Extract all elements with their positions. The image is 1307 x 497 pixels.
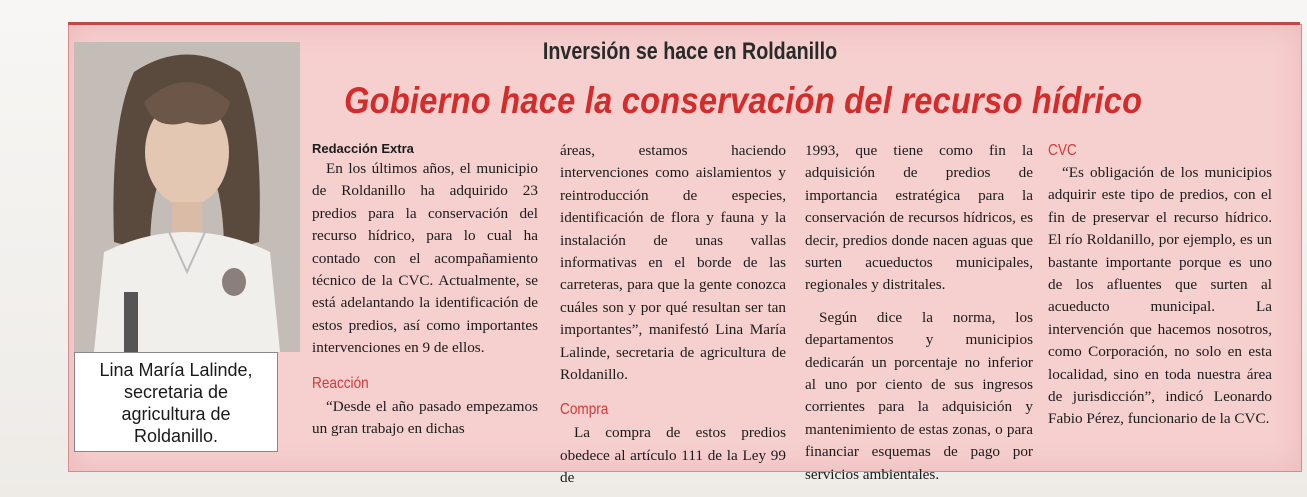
photo-caption-box xyxy=(74,352,278,452)
column-1-paragraph-1: En los últimos años, el municipio de Roldanillo ha adquirido 23 predios para la conservación del recurso hídrico, para lo cual ha contado con el acompañamiento técnico de la CVC. Actualmente, se está adelantando la identificación de estos predios, así como importantes intervenciones en 9 de ellos. xyxy=(312,160,538,357)
column-4-paragraph-1: “Es obligación de los municipios adquirir este tipo de predios, con el fin de preservar el recurso hídrico. El río Roldanillo, por ejemplo, es un bastante importante porque es uno de los afluentes que surten al acueducto municipal. La intervención que hacemos nosotros, como Corporación, no solo en esta localidad, sino en toda nuestra área de jurisdicción”, indicó Leonardo Fabio Pérez, funcionario de la CVC. xyxy=(1048,164,1272,428)
caption-line-4: Roldanillo. xyxy=(133,426,219,446)
subhead-cvc: CVC xyxy=(1048,142,1077,159)
portrait-photo xyxy=(74,42,300,352)
article-column-3 xyxy=(805,140,1033,486)
caption-line-3: agricultura de xyxy=(121,404,231,424)
caption-line-1: Lina María Lalinde, xyxy=(99,360,253,380)
top-rule xyxy=(68,22,1300,25)
caption-line-2: secretaria de xyxy=(123,382,229,402)
column-2-paragraph-1: áreas, estamos haciendo intervenciones como aislamientos y reintroducción de especies, identificación de flora y fauna y la instalación de unas vallas informativas en el borde de las carreteras, para que la gente conozca cuáles son y por qué resultan ser tan importantes”, manifestó Lina María Lalinde, secretaria de agricultura de Roldanillo. xyxy=(560,142,786,384)
column-3-paragraph-2: Según dice la norma, los departamentos y municipios dedicarán un porcentaje no inferior al uno por ciento de sus ingresos corrientes para la adquisición y mantenimiento de estas zonas, o para financiar esquemas de pago por servicios ambientales. xyxy=(805,308,1033,483)
subhead-compra: Compra xyxy=(560,401,609,419)
article-column-2 xyxy=(560,140,786,490)
column-1-paragraph-2: “Desde el año pasado empezamos un gran trabajo en dichas xyxy=(312,397,538,438)
photo-caption xyxy=(75,359,277,447)
byline: Redacción Extra xyxy=(312,141,414,156)
main-headline: Gobierno hace la conservación del recurso hídrico xyxy=(344,80,1143,121)
subhead-reaccion: Reacción xyxy=(312,374,369,392)
article-column-1 xyxy=(312,140,538,440)
article-column-4 xyxy=(1048,140,1272,431)
column-3-paragraph-1: 1993, que tiene como fin la adquisición de predios de importancia estratégica para la conservación de recursos hídricos, es decir, predios donde nacen aguas que surten acueductos municipales, regionales y distritales. xyxy=(805,142,1033,294)
kicker-headline: Inversión se hace en Roldanillo xyxy=(542,38,838,65)
column-2-paragraph-2: La compra de estos predios obedece al artículo 111 de la Ley 99 de xyxy=(560,424,786,487)
portrait-illustration xyxy=(74,42,300,352)
